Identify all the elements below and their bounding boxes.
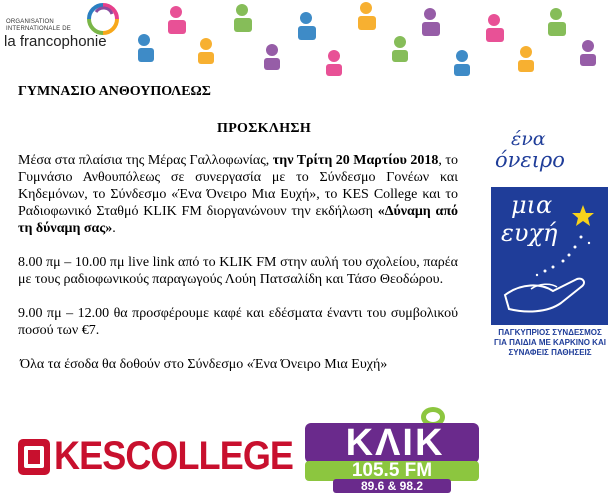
caption-line-2: ΓΙΑ ΠΑΙΔΙΑ ΜΕ ΚΑΡΚΙΝΟ ΚΑΙ	[494, 338, 606, 347]
paragraph-proceeds: Όλα τα έσοδα θα δοθούν στο Σύνδεσμο «Ένα Όνειρο Μια Ευχή»	[20, 357, 388, 372]
caption-line-3: ΣΥΝΑΦΕΙΣ ΠΑΘΗΣΕΙΣ	[508, 348, 592, 357]
klik-logo-name: ΚΛΙΚ	[345, 422, 445, 464]
intro-text-a: Μέσα στα πλαίσια της Μέρας Γαλλοφωνίας,	[18, 153, 273, 168]
event-name: «Δύναμη από τη δύναμη σας»	[18, 204, 459, 236]
dream-word-1: ένα	[511, 128, 546, 150]
kes-college-logo	[16, 434, 294, 480]
people-illustration	[138, 0, 610, 85]
kes-logo-text: KESCOLLEGE	[54, 434, 294, 478]
caption-line-1: ΠΑΓΚΥΠΡΙΟΣ ΣΥΝΔΕΣΜΟΣ	[498, 328, 602, 337]
intro-text-e: .	[112, 221, 116, 236]
klik-frequency: 105.5 FM	[351, 460, 433, 481]
document-title: ΠΡΟΣΚΛΗΣΗ	[217, 121, 312, 136]
org-line-1: ORGANISATION	[6, 19, 54, 25]
dream-logo-caption	[488, 328, 610, 358]
intro-text-c: , το Γυμνάσιο Ανθουπόλεως σε συνεργασία με το Σύνδεσμο Γονέων και Κηδεμόνων, το Σύνδεσμο «Ένα Όνειρο Μια Ευχή», το KES College και το Ραδιοφωνικό Σταθμό KLIK FM διοργανώνουν την εκδήλωση	[18, 153, 458, 219]
paragraph-coffee: 9.00 πμ – 12.00 θα προσφέρουμε καφέ και εδέσματα έναντι του συμβολικού ποσού των €7.	[18, 306, 458, 338]
paragraph-live-link: 8.00 πμ – 10.00 πμ live link από το KLIK FM στην αυλή του σχολείου, παρέα με τους ραδιοφωνικούς παραγωγούς Λούη Πατσαλίδη και Τάσο Θεοδώρου.	[18, 255, 458, 287]
school-name: ΓΥΜΝΑΣΙΟ ΑΝΘΟΥΠΟΛΕΩΣ	[18, 84, 211, 99]
kes-emblem-icon	[16, 437, 52, 477]
org-label	[6, 19, 76, 33]
event-date: την Τρίτη 20 Μαρτίου 2018	[272, 153, 439, 168]
paragraph-intro	[18, 152, 458, 237]
klik-fm-logo	[303, 403, 483, 495]
dream-word-4: ευχή	[501, 219, 558, 247]
org-name: la francophonie	[4, 33, 107, 50]
dream-logo-box	[491, 187, 608, 325]
dream-word-3: μια	[511, 191, 553, 219]
org-line-2: INTERNATIONALE DE	[6, 26, 71, 32]
klik-sub-frequencies: 89.6 & 98.2	[360, 479, 424, 493]
invitation-body	[18, 152, 458, 390]
dream-word-2: όνειρο	[495, 148, 565, 172]
francophonie-ring-icon	[84, 2, 122, 36]
hand-star-icon	[491, 187, 608, 325]
